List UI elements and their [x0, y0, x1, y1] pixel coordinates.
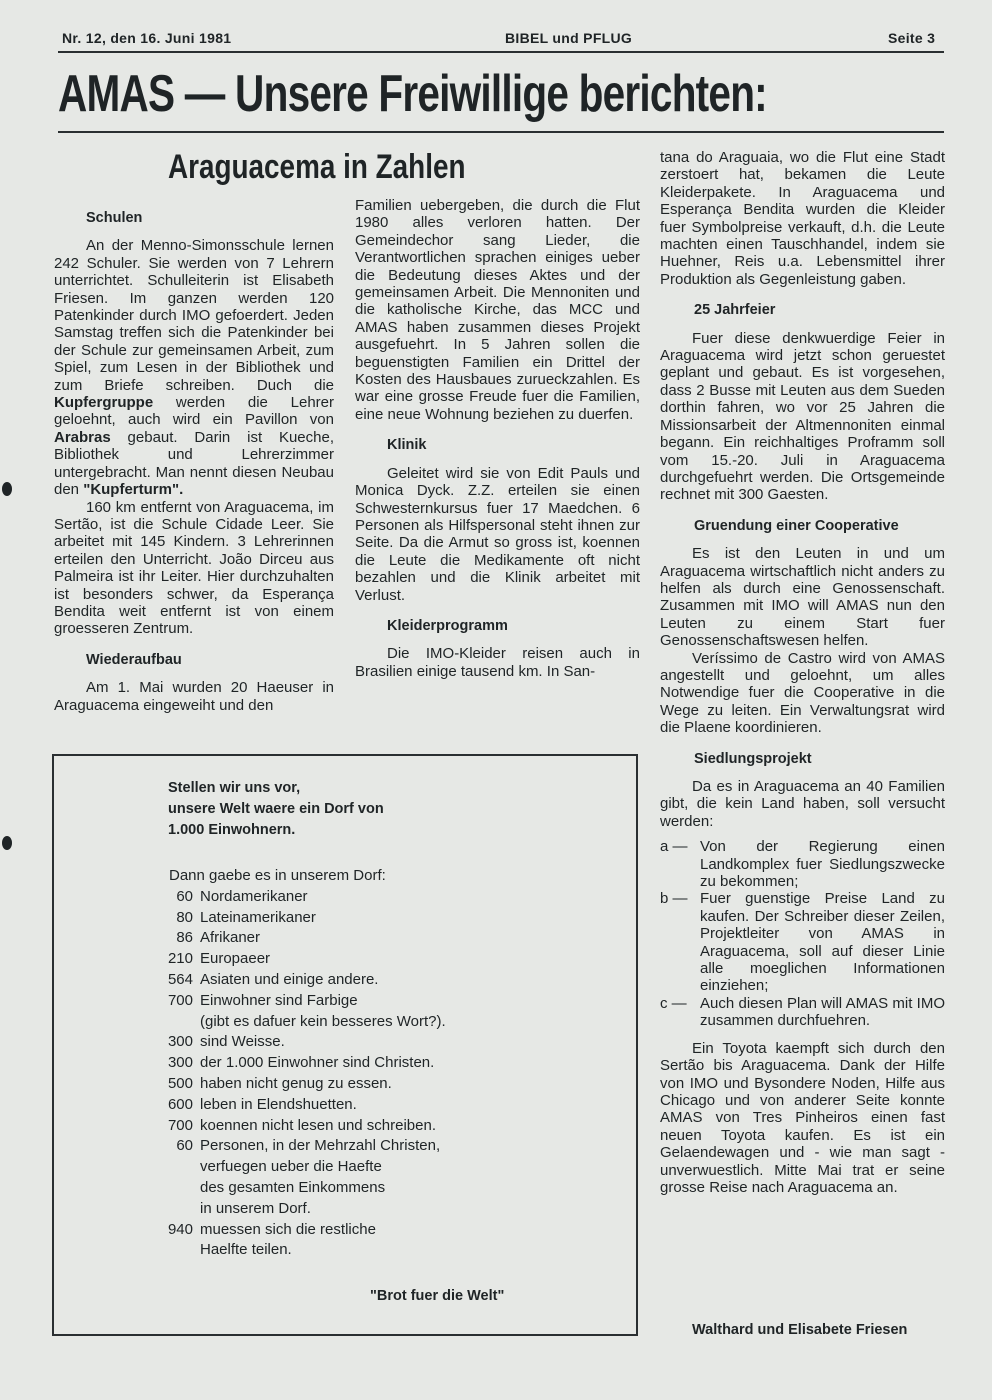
headline-rule	[58, 131, 944, 133]
paragraph-verissimo: Veríssimo de Castro wird von AMAS angestellt und geloehnt, um alles Notwendige fuer die Cooperative in die Wege zu leiten. Ein Verwaltungsrat wird die Plaene koordinieren.	[660, 649, 945, 737]
box-row: 80 Lateinamerikaner	[176, 908, 316, 926]
article-title: Araguacema in Zahlen	[168, 148, 466, 186]
author-signature: Walthard und Elisabete Friesen	[692, 1322, 908, 1338]
box-row: 86 Afrikaner	[176, 929, 261, 947]
paragraph-kleiderprogramm: Die IMO-Kleider reisen auch in Brasilien einige tausend km. In San-	[355, 645, 640, 680]
list-item: b — Fuer guenstige Preise Land zu kaufen. Der Schreiber dieser Zeilen, Projektleiter von AMAS in Araguacema, soll auf dieser Linie alle moeglichen Informationen einziehen;	[660, 890, 945, 995]
section-heading-jahrfeier: 25 Jahrfeier	[694, 302, 776, 319]
paragraph-familien: Familien uebergeben, die durch die Flut 1980 alles verloren hatten. Der Gemeindechor sang Lieder, die Verantwortlichen sprachen einiges ueber die Bedeutung dieses Aktes und der gemeinsamen Arbeit. Die Mennoniten und die katholische Kirche, das MCC und AMAS haben zusammen dieses Projekt ausgefuehrt. In 5 Jahren sollen die beguenstigten Familien ein Drittel der Kosten des Hausbaues zurueckzahlen. Es war eine grosse Freude fuer die Familien, eine neue Wohnung beziehen zu duerfen.	[355, 197, 640, 423]
section-heading-cooperative: Gruendung einer Cooperative	[694, 517, 899, 534]
box-row: in unserem Dorf.	[200, 1199, 311, 1217]
page-headline: AMAS — Unsere Freiwillige berichten:	[58, 65, 767, 123]
paragraph-cooperative: Es ist den Leuten in und um Araguacema wirtschaftlich nicht anders zu helfen als durch eine Genossenschaft. Zusammen mit IMO will AMAS nun den Leuten zu einem Start fuer Genossenschaftswesen helfen.	[660, 545, 945, 650]
section-heading-siedlungsprojekt: Siedlungsprojekt	[694, 750, 812, 767]
paragraph-toyota: Ein Toyota kaempft sich durch den Sertão bis Araguacema. Dank der Hilfe von IMO und Bysondere Noden, Hilfe aus Chicago und von anderer Seite konnte AMAS von Tres Pinheiros einen fast neuen Toyota kaufen. Es ist ein Gelaendewagen und - wie man sagt - unverwuestlich. Mitte Mai trat er seine grosse Reise nach Araguacema an.	[660, 1039, 945, 1196]
paragraph-santana: tana do Araguaia, wo die Flut eine Stadt zerstoert hat, bekamen die Leute Kleiderpakete. In Araguacema und Esperança Bendita wurden die Kleider fuer Symbolpreise verkauft, d.h. die Leute machten einen Tauschhandel, indem sie Huehner, Reis u.a. Lebensmittel ihrer Produktion als Gegenleistung gaben.	[660, 149, 945, 288]
section-heading-klinik: Klinik	[387, 437, 427, 454]
box-row: verfuegen ueber die Haefte	[200, 1158, 382, 1176]
box-row: 500 haben nicht genug zu essen.	[167, 1074, 392, 1092]
paragraph-wiederaufbau: Am 1. Mai wurden 20 Haeuser in Araguacema eingeweiht und den	[54, 679, 334, 714]
list-item: a — Von der Regierung einen Landkomplex fuer Siedlungszwecke zu bekommen;	[660, 838, 945, 891]
box-source: "Brot fuer die Welt"	[370, 1288, 505, 1304]
box-row: 940 muessen sich die restliche	[167, 1220, 376, 1238]
paragraph-siedlung: Da es in Araguacema an 40 Familien gibt, die kein Land haben, soll versucht werden:	[660, 778, 945, 830]
box-row: 60 Nordamerikaner	[176, 887, 308, 905]
box-intro: Stellen wir uns vor, unsere Welt waere ein Dorf von 1.000 Einwohnern.	[168, 780, 384, 838]
page-number: Seite 3	[888, 30, 936, 46]
paragraph-jahrfeier: Fuer diese denkwuerdige Feier in Araguacema wird jetzt schon geruestet geplant und gebaut. Es ist vorgesehen, dass 2 Busse mit Leuten aus dem Sueden dorthin fahren, wo vor 25 Jahren die Missionsarbeit der Altmennoniten einmal begann. Ein reichhaltiges Proframm soll vom 15.-20. Juli in Araguacema durchgefuehrt werden. Die Ortsgemeinde rechnet mit 300 Gaesten.	[660, 329, 945, 504]
section-heading-schulen: Schulen	[86, 210, 143, 226]
box-row: 60 Personen, in der Mehrzahl Christen,	[176, 1137, 441, 1155]
box-list	[165, 866, 446, 1261]
punch-hole-icon	[2, 482, 12, 496]
paragraph-cidade-leer: 160 km entfernt von Araguacema, im Sertão, ist die Schule Cidade Leer. Sie arbeitet mit 145 Kindern. 3 Lehrerinnen erteilen den Unterricht. João Dirceu aus Palmeira ist ihr Leiter. Hier durchzuhalten ist besonders schwer, da Esperança Bendita weit entfernt ist von einem groesseren Zentrum.	[54, 498, 334, 638]
column-1	[54, 196, 334, 714]
box-row: (gibt es dafuer kein besseres Wort?).	[200, 1012, 446, 1030]
box-row: 210 Europaeer	[167, 950, 271, 968]
box-row: 700 Einwohner sind Farbige	[167, 991, 358, 1009]
column-3	[660, 149, 945, 1196]
paragraph-klinik: Geleitet wird sie von Edit Pauls und Monica Dyck. Z.Z. erteilen sie einen Schwesternkursus fuer 17 Maedchen. 6 Personen als Hilfspersonal steht ihnen zur Seite. Da die Armut so gross ist, koennen die Leute die Medikamente oft nicht bezahlen und die Klinik arbeitet mit Verlust.	[355, 464, 640, 604]
box-row: des gesamten Einkommens	[200, 1178, 386, 1196]
box-row: 300 der 1.000 Einwohner sind Christen.	[167, 1054, 435, 1072]
box-rows	[165, 887, 446, 1261]
section-heading-wiederaufbau: Wiederaufbau	[86, 651, 182, 668]
paragraph-schulen: An der Menno-Simonsschule lernen 242 Schuler. Sie werden von 7 Lehrern unterrichtet. Schulleiterin ist Elisabeth Friesen. Im ganzen werden 120 Patenkinder durch IMO gefoerdert. Jeden Samstag treffen sich die Patenkinder bei der Schule zur gemeinsamen Arbeit, zum Spiel, zum Lesen in der Bibliothek und zum Briefe schreiben. Duch die Kupfergruppe werden die Lehrer geloehnt, auch wird ein Pavillon von Arabras gebaut. Darin ist Kueche, Bibliothek und Lehrerzimmer untergebracht. Man nennt diesen Neubau den "Kupferturm".	[54, 237, 334, 499]
box-row: 300 sind Weisse.	[167, 1033, 285, 1051]
box-row: 564 Asiaten und einige andere.	[167, 970, 379, 988]
box-row: 600 leben in Elendshuetten.	[167, 1095, 357, 1113]
punch-hole-icon	[2, 836, 12, 850]
box-row: Haelfte teilen.	[200, 1241, 292, 1259]
section-heading-kleiderprogramm: Kleiderprogramm	[387, 617, 508, 634]
box-row: 700 koennen nicht lesen und schreiben.	[167, 1116, 437, 1134]
column-2	[355, 197, 640, 680]
header-rule	[58, 51, 944, 53]
newspaper-name: BIBEL und PFLUG	[505, 30, 633, 46]
issue-date: Nr. 12, den 16. Juni 1981	[62, 30, 232, 46]
list-item: c — Auch diesen Plan will AMAS mit IMO zusammen durchfuehren.	[660, 994, 945, 1030]
box-lead: Dann gaebe es in unserem Dorf:	[169, 867, 386, 884]
